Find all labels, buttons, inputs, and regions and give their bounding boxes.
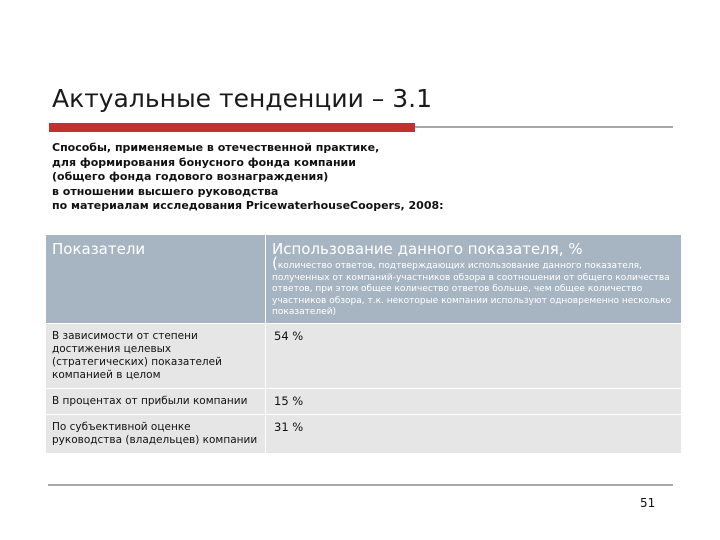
indicator-cell: В зависимости от степени достижения целевых (стратегических) показателей компанией в целом [46,323,266,388]
title-accent-bar [49,123,415,132]
page-number: 51 [640,496,656,510]
subtitle-line: (общего фонда годового вознаграждения) [52,170,329,183]
header-usage-label: Использование данного показателя, % [272,240,583,258]
value-cell: 15 % [266,388,682,414]
header-note-paren: ( [272,254,278,272]
slide-title: Актуальные тенденции – 3.1 [52,84,432,113]
subtitle-line: Способы, применяемые в отечественной практике, [52,141,380,154]
indicator-cell: В процентах от прибыли компании [46,388,266,414]
table-row [46,414,682,453]
subtitle-line: для формирования бонусного фонда компании [52,155,356,169]
table-row [46,388,682,414]
header-indicators-label: Показатели [52,240,146,258]
indicators-table [45,234,682,454]
subtitle-line: по материалам исследования PricewaterhouseCoopers, 2008: [52,199,444,212]
title-divider [415,126,673,128]
value-cell: 54 % [266,323,682,388]
header-indicators [46,235,266,324]
header-note-text: количество ответов, подтверждающих использование данного показателя, полученных от компаний-участников обзора в соотношении от общего количества ответов, при этом общее количество ответов больше, чем общее количество участников обзора, т.к. некоторые компании используют одновременно несколько показателей) [272,261,672,317]
footer-divider [48,484,673,486]
slide-subtitle [52,141,672,214]
table-row [46,323,682,388]
table-header-row [46,235,682,324]
header-usage [266,235,682,324]
indicator-cell: По субъективной оценке руководства (владельцев) компании [46,414,266,453]
header-usage-note [272,254,675,319]
value-cell: 31 % [266,414,682,453]
subtitle-line: в отношении высшего руководства [52,184,279,198]
